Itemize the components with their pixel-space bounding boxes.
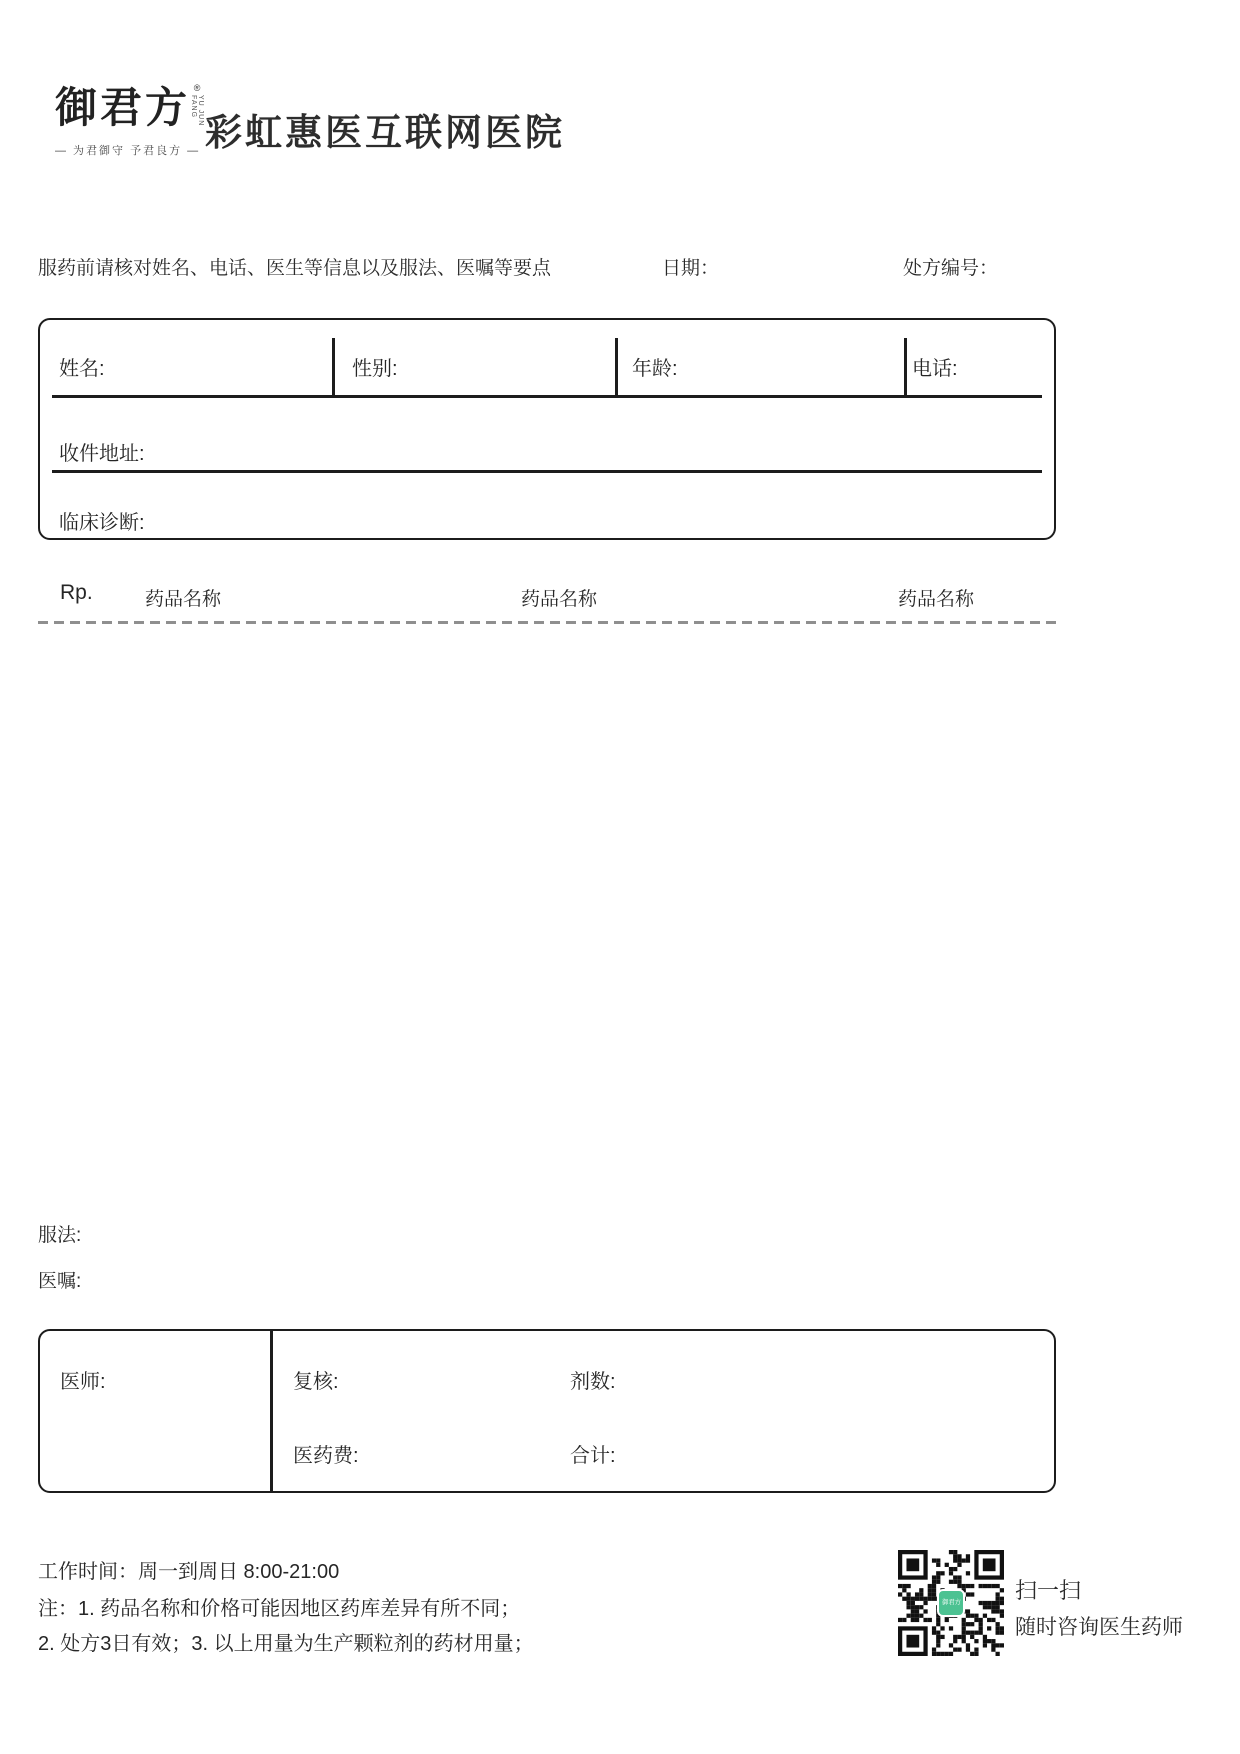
signoff-box <box>38 1329 1056 1493</box>
column-divider <box>332 338 335 395</box>
column-divider <box>270 1331 273 1491</box>
usage-label: 服法: <box>38 1225 82 1246</box>
patient-gender-label: 性别: <box>352 358 398 380</box>
rp-label: Rp. <box>60 581 93 604</box>
patient-age-label: 年龄: <box>632 358 678 380</box>
scan-title: 扫一扫 <box>1015 1578 1082 1603</box>
shipping-address-label: 收件地址: <box>59 443 145 465</box>
note-line-2: 2. 处方3日有效；3. 以上用量为生产颗粒剂的药材用量； <box>38 1633 534 1655</box>
drug-name-column-header: 药品名称 <box>898 589 975 610</box>
logo-wordmark: 御君方 <box>55 86 191 132</box>
clinical-diagnosis-label: 临床诊断: <box>59 512 145 534</box>
drug-name-column-header: 药品名称 <box>521 589 598 610</box>
dashed-separator <box>38 621 1056 624</box>
drug-name-column-header: 药品名称 <box>145 589 222 610</box>
yujunfang-logo <box>55 83 205 158</box>
row-divider <box>52 470 1042 473</box>
qr-code <box>898 1550 1004 1656</box>
patient-info-box <box>38 318 1056 540</box>
note-line-1: 注：1. 药品名称和价格可能因地区药库差异有所不同； <box>38 1598 521 1620</box>
date-label: 日期： <box>662 258 720 279</box>
doses-count-label: 剂数: <box>570 1371 616 1393</box>
column-divider <box>904 338 907 395</box>
column-divider <box>615 338 618 395</box>
logo-vertical-text: YU JUN FANG <box>190 95 205 127</box>
patient-phone-label: 电话: <box>912 358 958 380</box>
logo-tagline: — 为君御守 予君良方 — <box>55 145 201 157</box>
verification-notice: 服药前请核对姓名、电话、医生等信息以及服法、医嘱等要点 <box>38 258 552 279</box>
doctor-advice-label: 医嘱: <box>38 1271 82 1292</box>
prescription-number-label: 处方编号： <box>903 258 999 279</box>
medicine-fee-label: 医药费: <box>293 1445 359 1467</box>
review-label: 复核: <box>293 1371 339 1393</box>
row-divider <box>52 395 1042 398</box>
registered-trademark-icon: ® <box>193 83 201 93</box>
hospital-title: 彩虹惠医互联网医院 <box>205 112 565 153</box>
scan-subtitle: 随时咨询医生药师 <box>1015 1616 1183 1639</box>
total-label: 合计: <box>570 1445 616 1467</box>
physician-label: 医师: <box>60 1371 106 1393</box>
qr-center-logo: 御君方 <box>937 1589 965 1617</box>
patient-name-label: 姓名: <box>59 358 105 380</box>
working-hours: 工作时间：周一到周日 8:00-21:00 <box>38 1561 340 1583</box>
